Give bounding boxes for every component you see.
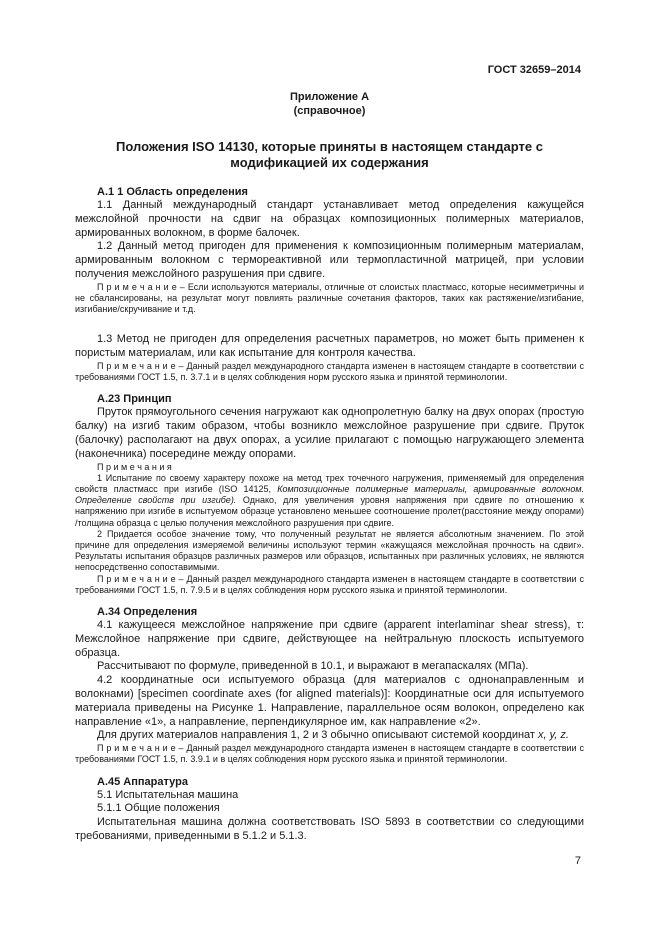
para-text: Для других материалов направления 1, 2 и 3 обычно описывают системой координат: [97, 729, 539, 742]
page-number: 7: [574, 855, 581, 867]
note-label: П р и м е ч а н и е: [97, 743, 176, 754]
para-text-italic: x, y, z.: [538, 729, 569, 742]
section-a3-note: [75, 743, 584, 765]
section-a1-para-1-1: 1.1 Данный международный стандарт устанавливает метод определения кажущейся межслойной прочности на сдвиг на образцах композиционных полимерных материалов, армированных волокном, в форме балочек.: [75, 199, 584, 239]
note-text: Однако, для увеличения уровня напряжения при сдвиге по отношению к напряжению при изгибе в испытуемом образце установлено меньшее соотношение пролет(расстояние между опорами) /толщина образца с целью получения межслойного разрушения при сдвиге.: [75, 495, 584, 528]
section-a2-note-2: 2 Придается особое значение тому, что полученный результат не является абсолютным значением. По этой причине для определения измеряемой величины используют термин «кажущаяся межслойная прочность на сдвиг». Результаты испытания образцов различных размеров или образцов, испытанных при различных условиях, не являются непосредственно сопоставимыми.: [75, 528, 584, 573]
note-text: 1 Испытание по своему характеру похоже на метод трех точечного нагружения, применяемый для определения свойств пластмасс при изгибе (ISO 14125,: [75, 472, 584, 494]
section-a4-para-1: Испытательная машина должна соответствовать ISO 5893 в соответствии со следующими требованиями, приведенными в 5.1.2 и 5.1.3.: [75, 816, 584, 842]
annex-title-line1: Положения ISO 14130, которые приняты в настоящем стандарте с: [116, 139, 543, 154]
section-a1-note-2: [75, 361, 584, 383]
section-a1-para-1-2: 1.2 Данный метод пригоден для применения к композиционным полимерным материалам, армированным волокном с термореактивной или термопластичной матрицей, при условии получения межслойного разрушения при сдвиге.: [75, 240, 584, 280]
note-text: – Если используются материалы, отличные от слоистых пластмасс, которые несимметричны и не сбалансированы, на результат могут повлиять различные сочетания факторов, таких как растяжение/изгибание, изгибание/скручивание и т.д.: [75, 281, 584, 315]
note-text: – Данный раздел международного стандарта изменен в настоящем стандарте в соответствии с требованиями ГОСТ 1.5, п. 7.9.5 и в целях соблюдения норм русского языка и принятой терминологии.: [75, 573, 584, 595]
section-a2-notes-label: П р и м е ч а н и я: [97, 461, 172, 472]
section-a2-para-1: Пруток прямоугольного сечения нагружают как однопролетную балку на двух опорах (простую балку) на изгиб таким образом, чтобы возникло межслойное разрушение при сдвиге. Пруток (балочку) располагают на двух опорах, а усилие прилагают с помощью нагружающего элемента (наконечника) посередине между опорами.: [75, 406, 584, 460]
annex-type: (справочное): [293, 105, 366, 117]
section-a1-note-1: [75, 282, 584, 316]
annex-title-line2: модификацией их содержания: [230, 155, 429, 170]
section-a4-line-5-1: 5.1 Испытательная машина: [97, 788, 239, 801]
section-a3-para-calc: Рассчитывают по формуле, приведенной в 10.1, и выражают в мегапаскалях (МПа).: [97, 660, 529, 673]
note-label: П р и м е ч а н и е: [97, 573, 176, 584]
note-label: П р и м е ч а н и е: [97, 281, 177, 292]
note-text: – Данный раздел международного стандарта изменен в настоящем стандарте в соответствии с требованиями ГОСТ 1.5, п. 3.9.1 и в целях соблюдения норм русского языка и принятой терминологии.: [75, 743, 584, 765]
section-a4-line-5-1-1: 5.1.1 Общие положения: [97, 802, 220, 815]
section-a1-para-1-3: 1.3 Метод не пригоден для определения расчетных параметров, но может быть применен к пористым материалам, или как испытание для контроля качества.: [75, 333, 584, 360]
annex-label: Приложение А: [289, 91, 370, 103]
annex-title: [75, 139, 584, 171]
section-a3-para-4-2: 4.2 координатные оси испытуемого образца (для материалов с однонаправленным и волокнами) [specimen coordinate axes (for aligned materials)]: Координатные оси для испытуемого материала приведены на Рисунке 1. Направление, параллельное осям волокон, определено как направление «1», а направление, перпендикулярное им, как направление «2».: [75, 674, 584, 728]
section-a2-note-3: [75, 574, 584, 596]
note-text-italic: Композиционные полимерные материалы, армированные волокном. Определение свойств при изгибе).: [75, 483, 584, 506]
section-a2-heading: А.23 Принцип: [97, 393, 172, 406]
note-label: П р и м е ч а н и е: [97, 360, 176, 371]
section-a3-heading: А.34 Определения: [97, 606, 198, 619]
page-content: [75, 90, 584, 844]
section-a4-heading: А.45 Аппаратура: [97, 775, 188, 788]
document-code: ГОСТ 32659–2014: [487, 64, 581, 76]
section-a3-para-4-1: 4.1 кажущееся межслойное напряжение при сдвиге (apparent interlaminar shear stress), τ: Межслойное напряжение при сдвиге, действующее на нейтральную плоскость испытуемого образца.: [75, 619, 584, 659]
note-text: – Данный раздел международного стандарта изменен в настоящем стандарте в соответствии с требованиями ГОСТ 1.5, п. 3.7.1 и в целях соблюдения норм русского языка и принятой терминологии.: [75, 360, 584, 383]
section-a2-note-1: [75, 473, 584, 529]
section-a3-para-other: [75, 729, 584, 743]
section-a1-heading: А.1 1 Область определения: [97, 186, 248, 198]
